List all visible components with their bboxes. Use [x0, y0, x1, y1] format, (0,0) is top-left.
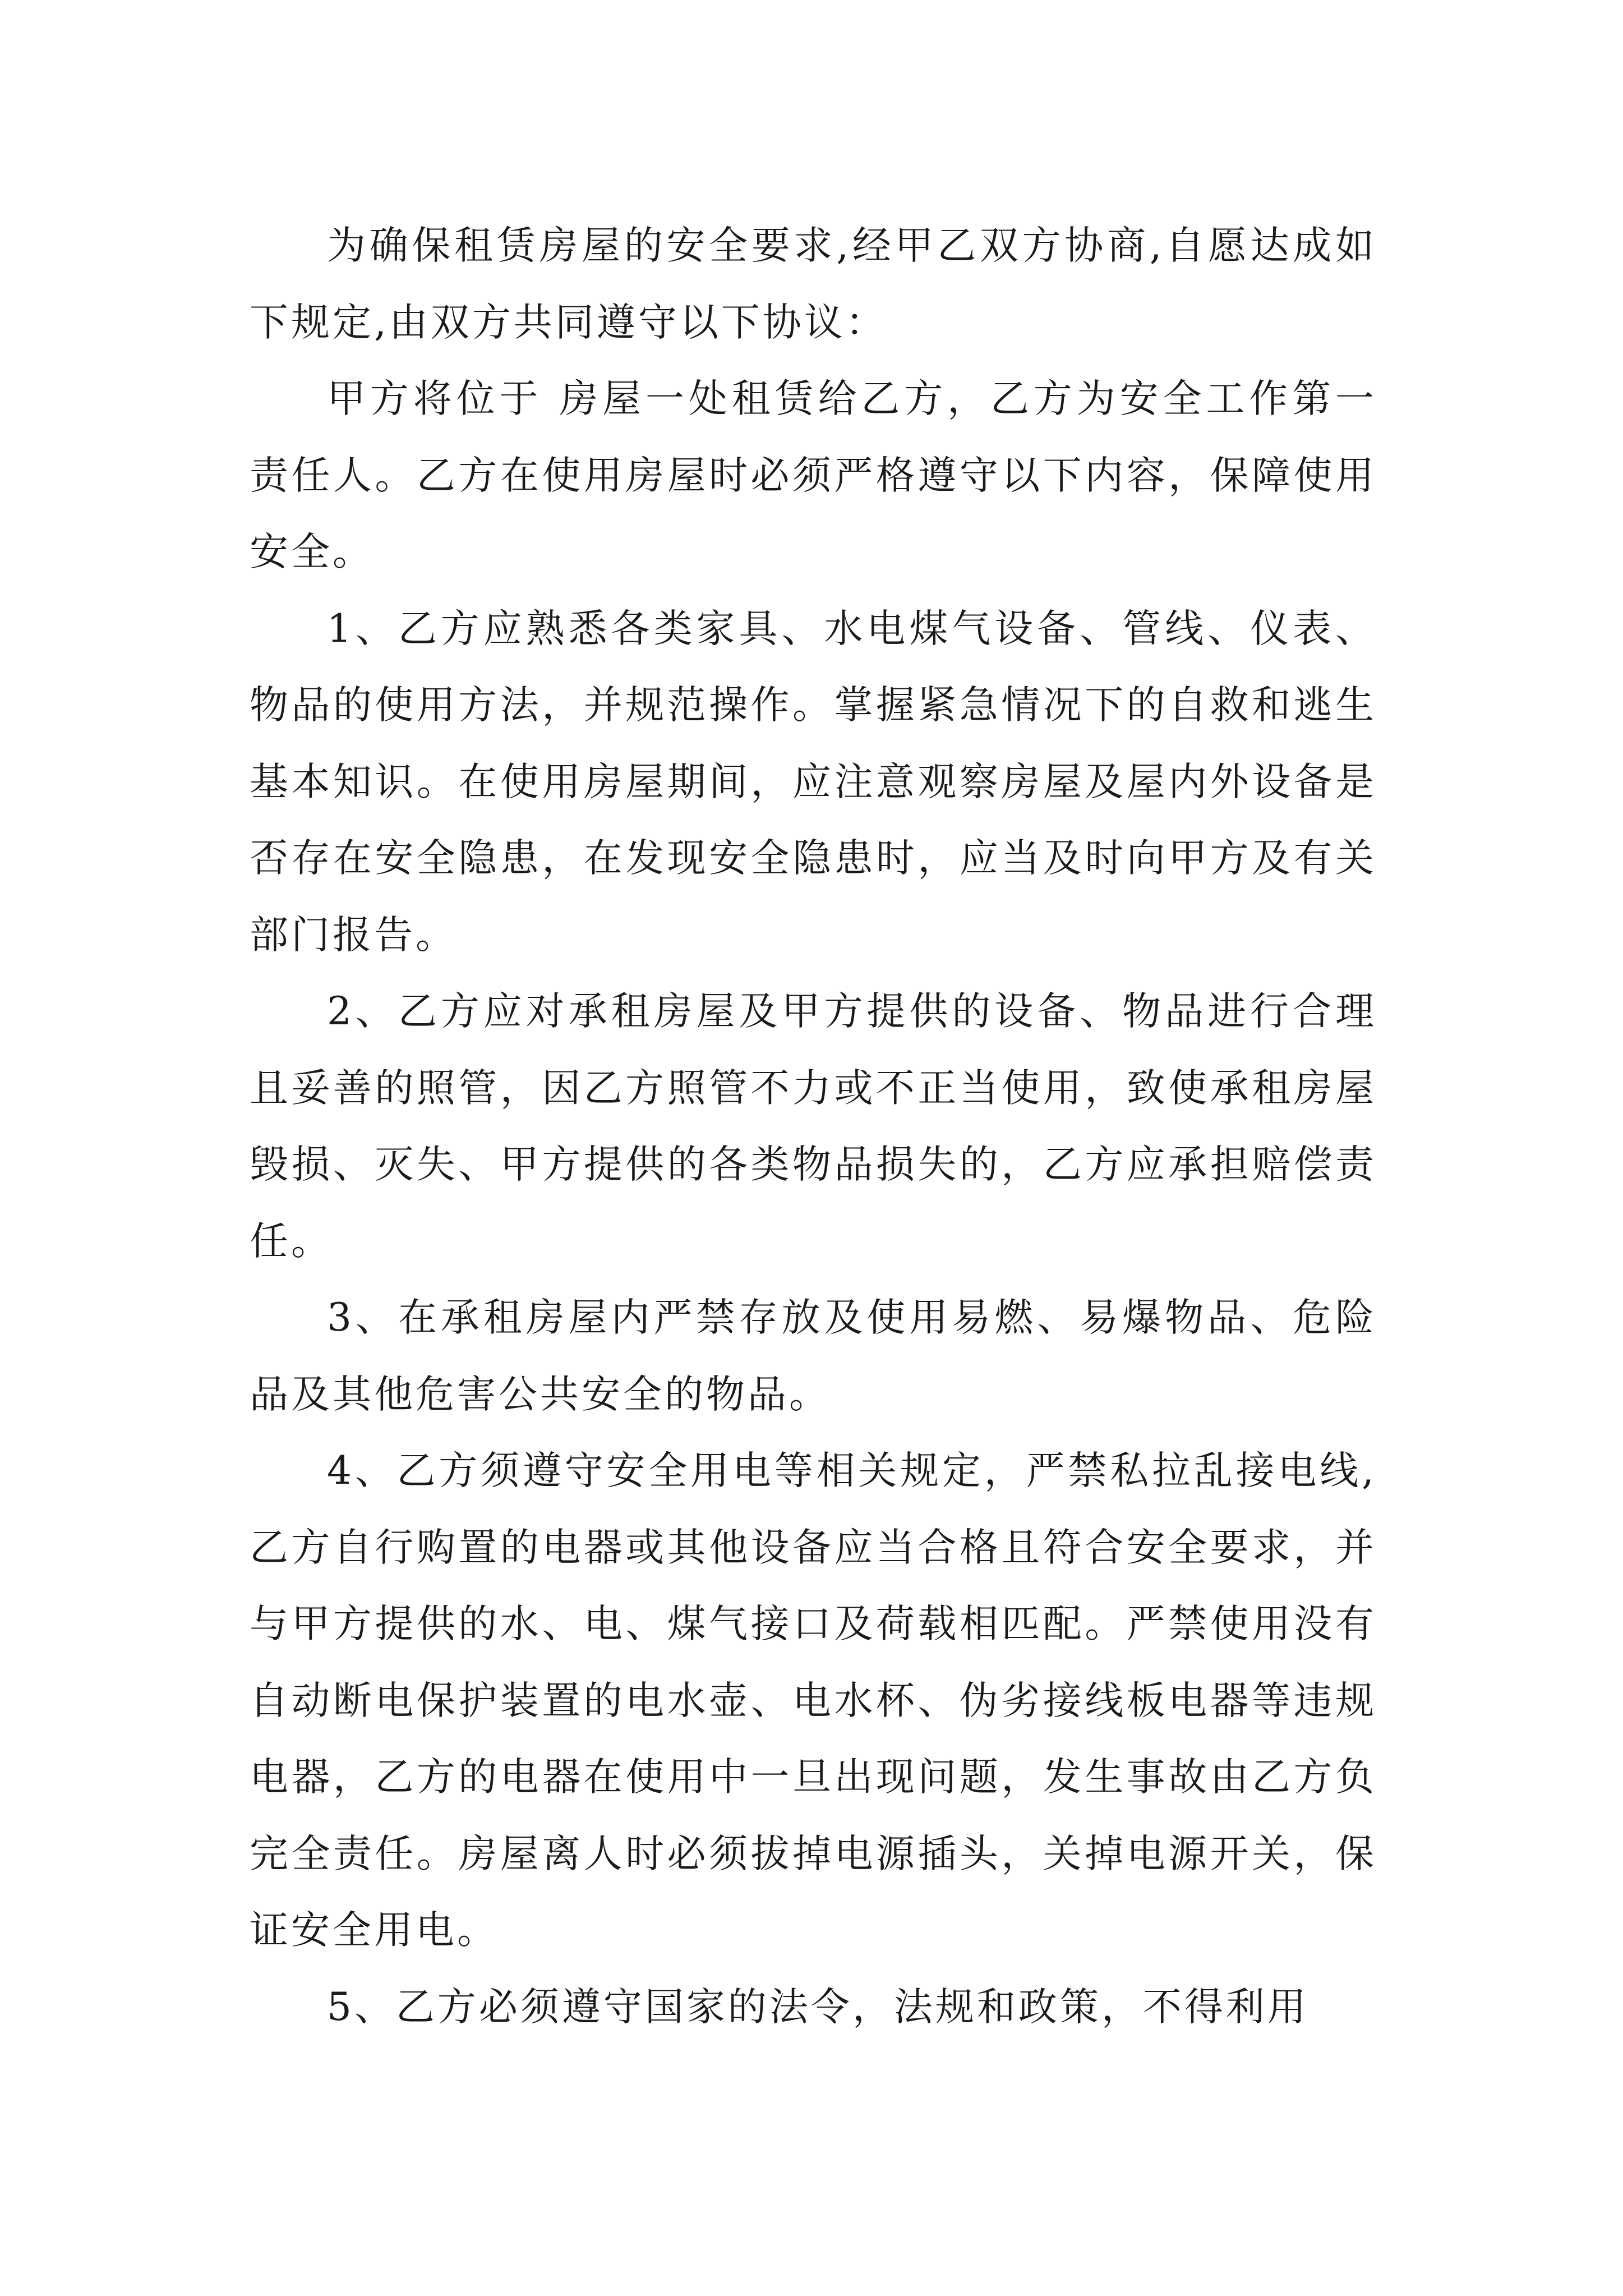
- paragraph-clause-1: 1、乙方应熟悉各类家具、水电煤气设备、管线、仪表、物品的使用方法，并规范操作。掌握紧急情况下的自救和逃生基本知识。在使用房屋期间，应注意观察房屋及屋内外设备是否存在安全隐患，在发现安全隐患时，应当及时向甲方及有关部门报告。: [250, 606, 1377, 958]
- paragraph-clause-4: 4、乙方须遵守安全用电等相关规定，严禁私拉乱接电线,乙方自行购置的电器或其他设备应当合格且符合安全要求，并与甲方提供的水、电、煤气接口及荷载相匹配。严禁使用没有自动断电保护装置的电水壶、电水杯、伪劣接线板电器等违规电器，乙方的电器在使用中一旦出现问题，发生事故由乙方负完全责任。房屋离人时必须拔掉电源插头，关掉电源开关，保证安全用电。: [250, 1448, 1377, 1953]
- paragraph-clause-5: 5、乙方必须遵守国家的法令，法规和政策，不得利用: [327, 1984, 1309, 2030]
- paragraph-lease-statement: 甲方将位于 房屋一处租赁给乙方，乙方为安全工作第一责任人。乙方在使用房屋时必须严格遵守以下内容，保障使用安全。: [250, 376, 1377, 574]
- paragraph-clause-3: 3、在承租房屋内严禁存放及使用易燃、易爆物品、危险品及其他危害公共安全的物品。: [250, 1295, 1377, 1417]
- paragraph-intro: 为确保租赁房屋的安全要求,经甲乙双方协商,自愿达成如下规定,由双方共同遵守以下协议：: [250, 223, 1377, 345]
- document-body: [250, 208, 1377, 2045]
- paragraph-clause-2: 2、乙方应对承租房屋及甲方提供的设备、物品进行合理且妥善的照管，因乙方照管不力或不正当使用，致使承租房屋毁损、灭失、甲方提供的各类物品损失的，乙方应承担赔偿责任。: [250, 989, 1377, 1264]
